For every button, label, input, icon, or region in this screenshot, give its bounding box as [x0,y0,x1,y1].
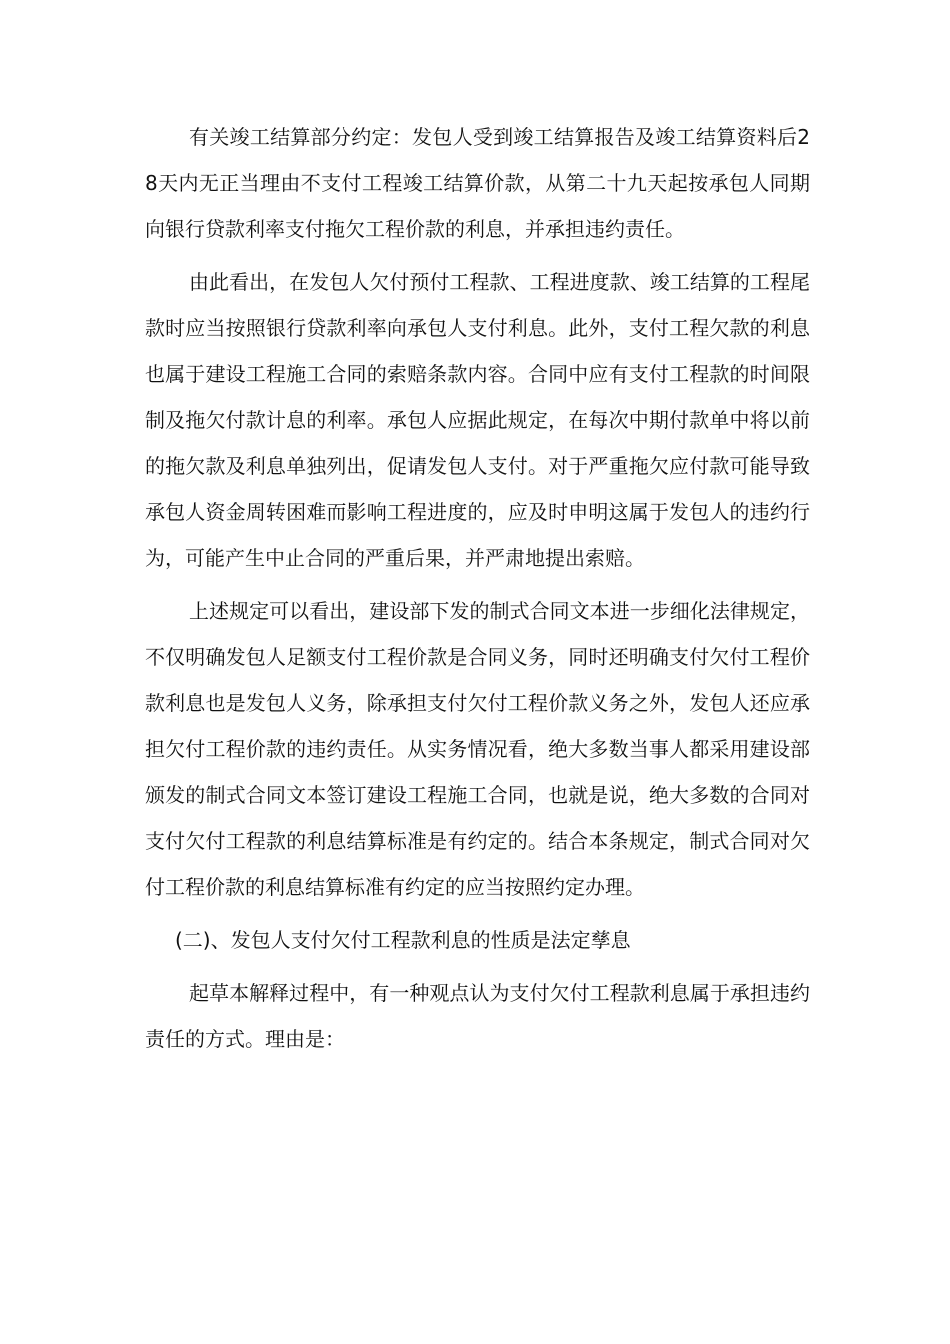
paragraph-analysis: 由此看出，在发包人欠付预付工程款、工程进度款、竣工结算的工程尾款时应当按照银行贷款利率向承包人支付利息。此外，支付工程欠款的利息也属于建设工程施工合同的索赔条款内容。合同中应有支付工程款的时间限制及拖欠付款计息的利率。承包人应据此规定，在每次中期付款单中将以前的拖欠款及利息单独列出，促请发包人支付。对于严重拖欠应付款可能导致承包人资金周转困难而影响工程进度的，应及时申明这属于发包人的违约行为，可能产生中止合同的严重后果，并严肃地提出索赔。 [145,270,810,570]
section-heading: (二)、发包人支付欠付工程款利息的性质是法定孳息 [175,928,631,952]
paragraph-viewpoint: 起草本解释过程中，有一种观点认为支付欠付工程款利息属于承担违约责任的方式。理由是： [145,981,810,1051]
paragraph-completion-settlement: 有关竣工结算部分约定：发包人受到竣工结算报告及竣工结算资料后28天内无正当理由不支付工程竣工结算价款，从第二十九天起按承包人同期向银行贷款利率支付拖欠工程价款的利息，并承担违约责任。 [145,125,810,241]
paragraph-contract-text: 上述规定可以看出，建设部下发的制式合同文本进一步细化法律规定，不仅明确发包人足额支付工程价款是合同义务，同时还明确支付欠付工程价款利息也是发包人义务，除承担支付欠付工程价款义务之外，发包人还应承担欠付工程价款的违约责任。从实务情况看，绝大多数当事人都采用建设部颁发的制式合同文本签订建设工程施工合同，也就是说，绝大多数的合同对支付欠付工程款的利息结算标准是有约定的。结合本条规定，制式合同对欠付工程价款的利息结算标准有约定的应当按照约定办理。 [145,599,810,899]
document-body [145,114,810,1069]
